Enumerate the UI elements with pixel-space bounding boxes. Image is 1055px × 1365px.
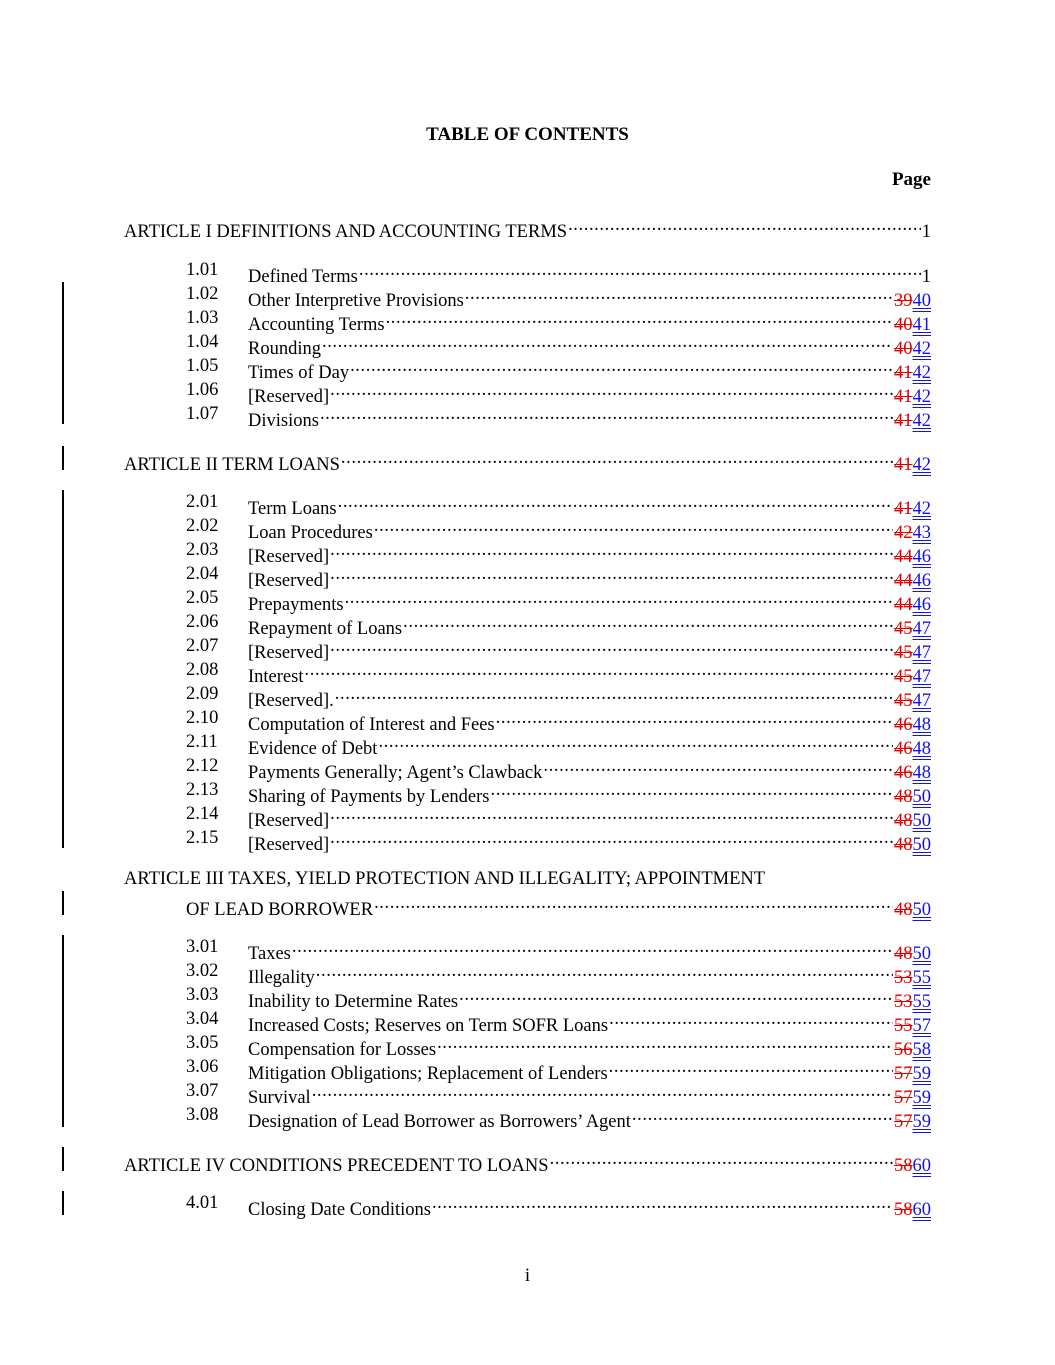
toc-page-ref (894, 1110, 931, 1134)
toc-article-entry[interactable] (0, 213, 1055, 242)
dot-leader (304, 658, 893, 682)
toc-entry-title: Other Interpretive Provisions (248, 291, 464, 311)
toc-section-entry[interactable] (0, 1103, 1055, 1132)
deleted-page-number: 58 (894, 1156, 913, 1176)
dot-leader (341, 446, 893, 470)
deleted-page-number: 41 (894, 411, 913, 431)
toc-section-entry[interactable] (0, 730, 1055, 759)
revision-change-bar (62, 891, 64, 915)
toc-entry-title: Evidence of Debt (248, 739, 378, 759)
inserted-page-number[interactable]: 50 (912, 835, 931, 855)
dot-leader (496, 706, 893, 730)
toc-section-entry[interactable] (0, 826, 1055, 855)
toc-section-number: 1.05 (186, 356, 219, 376)
inserted-page-number[interactable]: 55 (912, 968, 931, 988)
dot-leader (330, 802, 893, 826)
toc-entry-title: [Reserved] (248, 547, 330, 567)
deleted-page-number: 45 (894, 691, 913, 711)
toc-entry-title: Sharing of Payments by Lenders (248, 787, 490, 807)
revision-change-bar (62, 1147, 64, 1171)
dot-leader (350, 354, 893, 378)
deleted-page-number: 42 (894, 523, 913, 543)
deleted-page-number: 48 (894, 900, 913, 920)
toc-entry-title: ARTICLE I DEFINITIONS AND ACCOUNTING TERMS (124, 222, 568, 242)
toc-page-ref (894, 898, 931, 922)
deleted-page-number: 44 (894, 571, 913, 591)
deleted-page-number: 57 (894, 1112, 913, 1132)
revision-change-bar (62, 490, 64, 848)
deleted-page-number: 57 (894, 1064, 913, 1084)
toc-section-number: 2.15 (186, 828, 219, 848)
toc-section-entry[interactable] (0, 682, 1055, 711)
dot-leader (335, 682, 893, 706)
inserted-page-number[interactable]: 55 (912, 992, 931, 1012)
inserted-page-number[interactable]: 50 (912, 787, 931, 807)
dot-leader (330, 378, 893, 402)
toc-section-entry[interactable] (0, 802, 1055, 831)
dot-leader (459, 983, 893, 1007)
dot-leader (437, 1031, 893, 1055)
toc-section-number: 1.03 (186, 308, 219, 328)
toc-section-entry[interactable] (0, 935, 1055, 964)
toc-entry-title: Loan Procedures (248, 523, 373, 543)
toc-entry-title: Illegality (248, 968, 315, 988)
toc-section-entry[interactable] (0, 1055, 1055, 1084)
toc-section-number: 3.01 (186, 937, 219, 957)
toc-entry-title: Payments Generally; Agent’s Clawback (248, 763, 543, 783)
toc-article-entry[interactable] (0, 867, 1055, 891)
toc-page-ref: 1 (921, 267, 931, 287)
toc-article-entry[interactable] (0, 1147, 1055, 1176)
inserted-page-number[interactable]: 59 (912, 1112, 931, 1132)
toc-section-number: 2.12 (186, 756, 219, 776)
dot-leader (386, 306, 893, 330)
toc-section-entry[interactable] (0, 378, 1055, 407)
toc-section-number: 3.05 (186, 1033, 219, 1053)
dot-leader (320, 402, 893, 426)
toc-section-entry[interactable] (0, 562, 1055, 591)
revision-change-bar (62, 935, 64, 1127)
toc-section-entry[interactable] (0, 402, 1055, 431)
inserted-page-number[interactable]: 50 (912, 811, 931, 831)
toc-section-number: 2.11 (186, 732, 218, 752)
toc-section-number: 2.01 (186, 492, 219, 512)
toc-section-entry[interactable] (0, 610, 1055, 639)
dot-leader (330, 826, 893, 850)
deleted-page-number: 48 (894, 811, 913, 831)
deleted-page-number: 41 (894, 387, 913, 407)
inserted-page-number[interactable]: 43 (912, 523, 931, 543)
toc-section-entry[interactable] (0, 1031, 1055, 1060)
toc-page-ref (894, 833, 931, 857)
toc-section-number: 1.06 (186, 380, 219, 400)
dot-leader (550, 1147, 893, 1171)
dot-leader (632, 1103, 893, 1127)
inserted-page-number[interactable]: 47 (912, 691, 931, 711)
toc-section-entry[interactable] (0, 354, 1055, 383)
dot-leader (609, 1055, 893, 1079)
toc-entry-title: Divisions (248, 411, 319, 431)
deleted-page-number: 58 (894, 1200, 913, 1220)
toc-section-entry[interactable] (0, 330, 1055, 359)
inserted-page-number[interactable]: 50 (912, 944, 931, 964)
deleted-page-number: 41 (894, 455, 913, 475)
toc-section-entry[interactable] (0, 983, 1055, 1012)
inserted-page-number[interactable]: 46 (912, 547, 931, 567)
deleted-page-number: 45 (894, 643, 913, 663)
toc-section-number: 2.05 (186, 588, 219, 608)
deleted-page-number: 44 (894, 547, 913, 567)
deleted-page-number: 48 (894, 835, 913, 855)
toc-page-ref (894, 409, 931, 433)
toc-section-entry[interactable] (0, 538, 1055, 567)
toc-entry-title: Inability to Determine Rates (248, 992, 459, 1012)
inserted-page-number[interactable]: 47 (912, 643, 931, 663)
toc-entry-title: Taxes (248, 944, 291, 964)
dot-leader (338, 490, 893, 514)
toc-section-number: 2.04 (186, 564, 219, 584)
deleted-page-number: 57 (894, 1088, 913, 1108)
toc-entry-title: Defined Terms (248, 267, 358, 287)
toc-section-number: 1.07 (186, 404, 219, 424)
toc-section-entry[interactable] (0, 1191, 1055, 1220)
toc-section-number: 2.08 (186, 660, 219, 680)
toc-section-entry[interactable] (0, 586, 1055, 615)
dot-leader (432, 1191, 893, 1215)
deleted-page-number: 55 (894, 1016, 913, 1036)
inserted-page-number[interactable]: 58 (912, 1040, 931, 1060)
page-column-header: Page (891, 169, 931, 190)
inserted-page-number[interactable]: 59 (912, 1088, 931, 1108)
toc-section-entry[interactable] (0, 778, 1055, 807)
revision-change-bar (62, 282, 64, 424)
deleted-page-number: 48 (894, 944, 913, 964)
toc-section-number: 2.09 (186, 684, 219, 704)
dot-leader (330, 562, 893, 586)
dot-leader (491, 778, 894, 802)
inserted-page-number[interactable]: 48 (912, 763, 931, 783)
toc-section-number: 1.01 (186, 260, 219, 280)
toc-section-number: 3.02 (186, 961, 219, 981)
inserted-page-number[interactable]: 47 (912, 667, 931, 687)
toc-section-number: 3.06 (186, 1057, 219, 1077)
deleted-page-number: 44 (894, 595, 913, 615)
toc-entry-title: Accounting Terms (248, 315, 385, 335)
toc-section-entry[interactable] (0, 658, 1055, 687)
toc-article-entry[interactable] (0, 891, 1055, 920)
inserted-page-number[interactable]: 60 (912, 1156, 931, 1176)
toc-entry-title: OF LEAD BORROWER (186, 900, 374, 920)
dot-leader (543, 754, 893, 778)
toc-page-ref: 1 (921, 222, 931, 242)
toc-entry-title: Designation of Lead Borrower as Borrowers’ Agent (248, 1112, 631, 1132)
dot-leader (330, 538, 893, 562)
toc-entry-title: [Reserved] (248, 835, 330, 855)
toc-section-entry[interactable] (0, 1079, 1055, 1108)
inserted-page-number[interactable]: 48 (912, 715, 931, 735)
inserted-page-number[interactable]: 42 (912, 455, 931, 475)
dot-leader (374, 891, 893, 915)
deleted-page-number: 41 (894, 363, 913, 383)
inserted-page-number[interactable]: 42 (912, 339, 931, 359)
toc-entry-title: Times of Day (248, 363, 350, 383)
deleted-page-number: 39 (894, 291, 913, 311)
dot-leader (378, 730, 893, 754)
toc-section-number: 2.03 (186, 540, 219, 560)
toc-page-ref (894, 453, 931, 477)
dot-leader (465, 282, 893, 306)
toc-section-number: 4.01 (186, 1193, 219, 1213)
toc-entry-title: [Reserved] (248, 811, 330, 831)
inserted-page-number[interactable]: 48 (912, 739, 931, 759)
deleted-page-number: 53 (894, 992, 913, 1012)
toc-page-ref (894, 1198, 931, 1222)
dot-leader (359, 258, 921, 282)
deleted-page-number: 46 (894, 715, 913, 735)
deleted-page-number: 40 (894, 339, 913, 359)
revision-change-bar (62, 446, 64, 470)
toc-section-number: 2.02 (186, 516, 219, 536)
inserted-page-number[interactable]: 42 (912, 411, 931, 431)
page-number: i (524, 1265, 531, 1286)
inserted-page-number[interactable]: 46 (912, 571, 931, 591)
toc-section-number: 1.04 (186, 332, 219, 352)
toc-page-ref (894, 1154, 931, 1178)
deleted-page-number: 53 (894, 968, 913, 988)
inserted-page-number[interactable]: 57 (912, 1016, 931, 1036)
toc-entry-title: Interest (248, 667, 304, 687)
dot-leader (292, 935, 893, 959)
toc-entry-title: ARTICLE III TAXES, YIELD PROTECTION AND ILLEGALITY; APPOINTMENT (124, 869, 766, 889)
inserted-page-number[interactable]: 46 (912, 595, 931, 615)
dot-leader (312, 1079, 893, 1103)
toc-section-entry[interactable] (0, 634, 1055, 663)
toc-section-number: 3.08 (186, 1105, 219, 1125)
dot-leader (322, 330, 893, 354)
dot-leader (568, 213, 921, 237)
inserted-page-number[interactable]: 50 (912, 900, 931, 920)
inserted-page-number[interactable]: 42 (912, 499, 931, 519)
deleted-page-number: 56 (894, 1040, 913, 1060)
toc-section-entry[interactable] (0, 706, 1055, 735)
toc-entry-title: ARTICLE II TERM LOANS (124, 455, 340, 475)
toc-entry-title: Repayment of Loans (248, 619, 403, 639)
toc-entry-title: [Reserved]. (248, 691, 334, 711)
toc-section-number: 2.10 (186, 708, 219, 728)
toc-entry-title: ARTICLE IV CONDITIONS PRECEDENT TO LOANS (124, 1156, 549, 1176)
toc-section-number: 2.13 (186, 780, 219, 800)
toc-entry-title: Prepayments (248, 595, 344, 615)
toc-section-number: 2.07 (186, 636, 219, 656)
deleted-page-number: 46 (894, 739, 913, 759)
deleted-page-number: 45 (894, 667, 913, 687)
deleted-page-number: 48 (894, 787, 913, 807)
toc-section-entry[interactable] (0, 258, 1055, 287)
toc-entry-title: [Reserved] (248, 387, 330, 407)
toc-entry-title: Computation of Interest and Fees (248, 715, 495, 735)
toc-entry-title: Term Loans (248, 499, 337, 519)
toc-section-entry[interactable] (0, 306, 1055, 335)
inserted-page-number[interactable]: 47 (912, 619, 931, 639)
deleted-page-number: 40 (894, 315, 913, 335)
deleted-page-number: 46 (894, 763, 913, 783)
toc-entry-title: Survival (248, 1088, 311, 1108)
toc-section-entry[interactable] (0, 490, 1055, 519)
toc-section-number: 1.02 (186, 284, 219, 304)
inserted-page-number[interactable]: 42 (912, 363, 931, 383)
toc-section-entry[interactable] (0, 282, 1055, 311)
dot-leader (316, 959, 893, 983)
toc-entry-title: Rounding (248, 339, 321, 359)
toc-entry-title: Increased Costs; Reserves on Term SOFR Loans (248, 1016, 609, 1036)
dot-leader (374, 514, 893, 538)
toc-section-number: 3.07 (186, 1081, 219, 1101)
toc-entry-title: Mitigation Obligations; Replacement of Lenders (248, 1064, 608, 1084)
toc-entry-title: Closing Date Conditions (248, 1200, 431, 1220)
toc-entry-title: [Reserved] (248, 643, 330, 663)
dot-leader (330, 634, 893, 658)
inserted-page-number[interactable]: 59 (912, 1064, 931, 1084)
inserted-page-number[interactable]: 42 (912, 387, 931, 407)
deleted-page-number: 45 (894, 619, 913, 639)
deleted-page-number: 41 (894, 499, 913, 519)
toc-section-entry[interactable] (0, 959, 1055, 988)
inserted-page-number[interactable]: 41 (912, 315, 931, 335)
toc-section-number: 2.14 (186, 804, 219, 824)
toc-section-number: 3.03 (186, 985, 219, 1005)
toc-section-number: 2.06 (186, 612, 219, 632)
toc-section-entry[interactable] (0, 1007, 1055, 1036)
toc-section-entry[interactable] (0, 754, 1055, 783)
inserted-page-number[interactable]: 40 (912, 291, 931, 311)
toc-section-number: 3.04 (186, 1009, 219, 1029)
revision-change-bar (62, 1191, 64, 1215)
dot-leader (403, 610, 893, 634)
inserted-page-number[interactable]: 60 (912, 1200, 931, 1220)
toc-title: TABLE OF CONTENTS (426, 124, 629, 145)
toc-section-entry[interactable] (0, 514, 1055, 543)
toc-entry-title: Compensation for Losses (248, 1040, 437, 1060)
dot-leader (609, 1007, 893, 1031)
toc-article-entry[interactable] (0, 446, 1055, 475)
dot-leader (345, 586, 893, 610)
toc-entry-title: [Reserved] (248, 571, 330, 591)
